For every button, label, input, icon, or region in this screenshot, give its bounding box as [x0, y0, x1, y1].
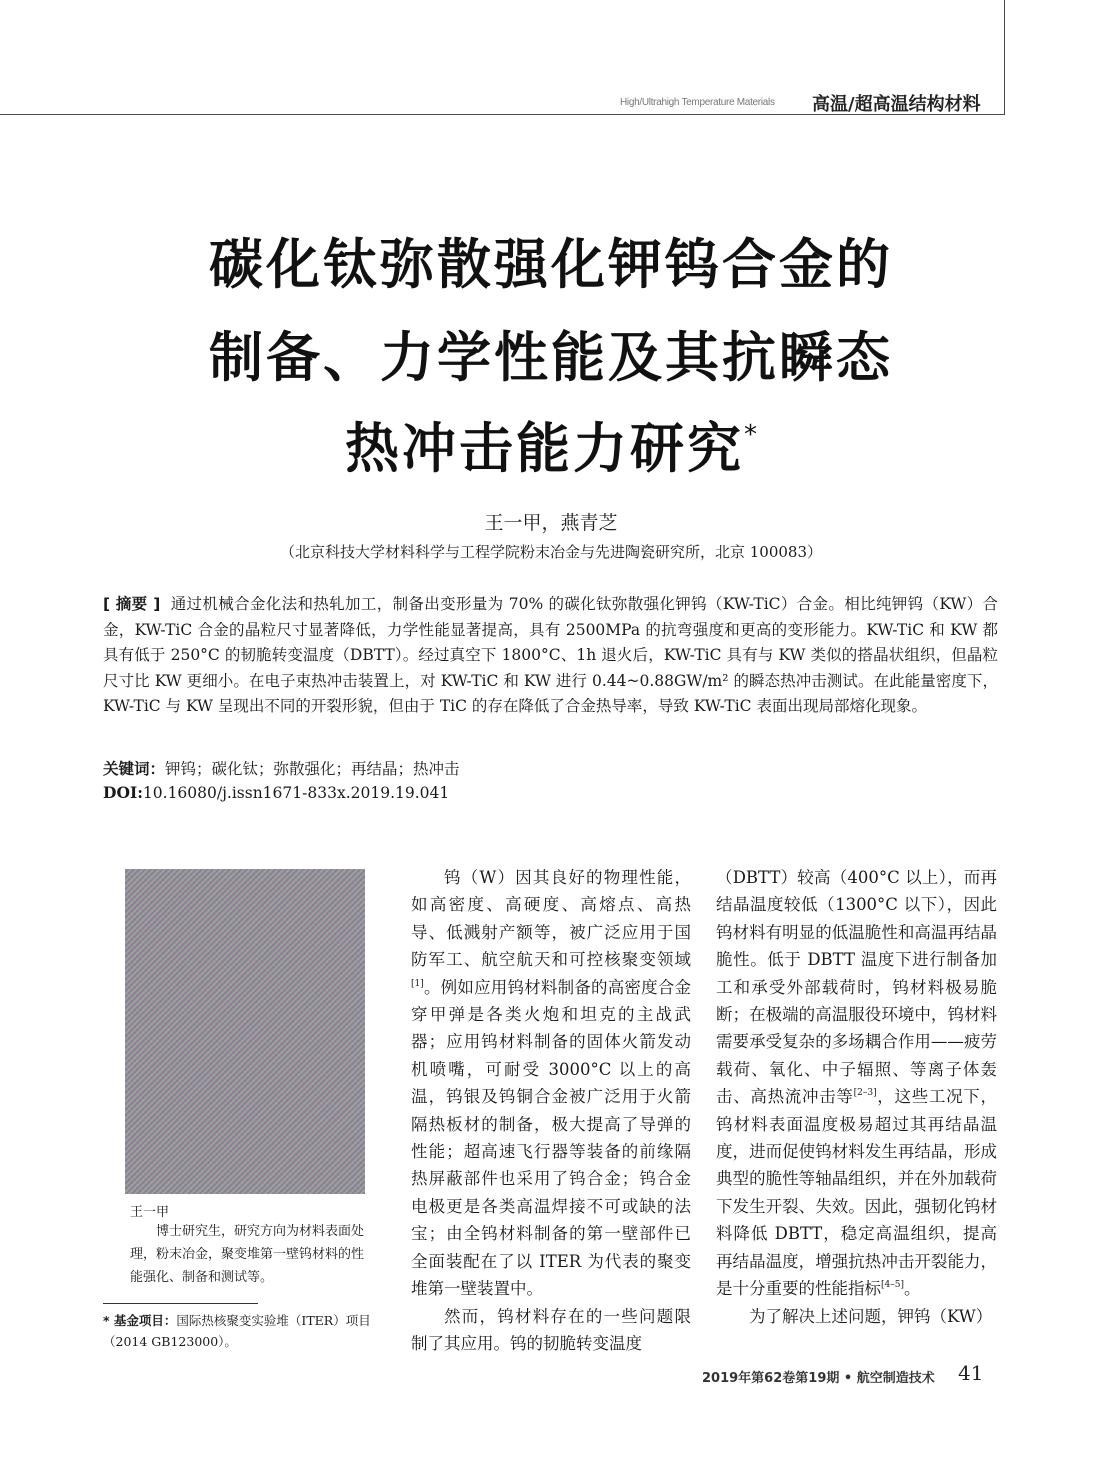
citation: [4–5] [881, 1280, 904, 1291]
body-paragraph [411, 1303, 691, 1358]
fund-label: * 基金项目： [103, 1313, 177, 1328]
body-text: 然而，钨材料存在的一些问题限制了其应用。钨的韧脆转变温度 [411, 1306, 691, 1353]
body-text: 为了解决上述问题，钾钨（KW） [749, 1306, 993, 1326]
doi-text: 10.16080/j.issn1671-833x.2019.19.041 [142, 784, 450, 802]
abstract-label: [ 摘要 ] [103, 595, 161, 613]
bio-text: 博士研究生，研究方向为材料表面处理，粉末冶金，聚变堆第一壁钨材料的性能强化、制备和测试等。 [130, 1224, 365, 1285]
abstract-text: 通过机械合金化法和热轧加工，制备出变形量为 70% 的碳化钛弥散强化钾钨（KW-TiC）合金。相比纯钾钨（KW）合金，KW-TiC 合金的晶粒尺寸显著降低，力学性能显著提高，具有 2500MPa 的抗弯强度和更高的变形能力。KW-TiC 和 KW 都具有低于 250°C 的韧脆转变温度（DBTT）。经过真空下 1800°C、1h 退火后，KW-TiC 具有与 KW 类似的搭晶状组织，但晶粒尺寸比 KW 更细小。在电子束热冲击装置上，对 KW-TiC 和 KW 进行 0.44~0.88GW/m² 的瞬态热冲击测试。在此能量密度下，KW-TiC 与 KW 呈现出不同的开裂形貌，但由于 TiC 的存在降低了合金热导率，导致 KW-TiC 表面出现局部熔化现象。 [103, 595, 998, 715]
body-paragraph [411, 864, 691, 1303]
body-column-2 [411, 864, 691, 1357]
title-line-3 [0, 406, 1102, 483]
header-english: High/Ultrahigh Temperature Materials [620, 97, 775, 108]
citation: [2–3] [853, 1088, 877, 1099]
body-paragraph [716, 864, 997, 1303]
keywords-label: 关键词： [103, 760, 166, 778]
authors: 王一甲，燕青芝 [484, 512, 618, 534]
page-number: 41 [958, 1361, 984, 1385]
keywords-text: 钾钨；碳化钛；弥散强化；再结晶；热冲击 [165, 760, 460, 778]
body-column-3 [716, 864, 997, 1330]
body-paragraph [716, 1303, 997, 1330]
body-text: 。 [903, 1279, 921, 1299]
bio-name: 王一甲 [130, 1205, 170, 1220]
footnote-rule [103, 1303, 258, 1304]
header-section: 高温/超高温结构材料 [812, 94, 981, 115]
abstract [103, 592, 998, 720]
body-text: 。例如应用钨材料制备的高密度合金穿甲弹是各类火炮和坦克的主战武器；应用钨材料制备的固体火箭发动机喷嘴，可耐受 3000°C 以上的高温，钨银及钨铜合金被广泛用于火箭隔热板材的制备，极大提高了导弹的性能；超高速飞行器等装备的前缘隔热屏蔽部件也采用了钨合金；钨合金电极更是各类高温焊接不可或缺的法宝；由全钨材料制备的第一壁部件已全面装配在了以 ITER 为代表的聚变堆第一壁装置中。 [411, 977, 691, 1299]
title-footnote-mark: * [744, 420, 757, 450]
footer-journal: 2019年第62卷第19期 • 航空制造技术 [702, 1371, 935, 1386]
doi [103, 783, 449, 802]
fund-text: 国际热核聚变实验堆（ITER）项目（2014 GB123000）。 [103, 1313, 371, 1349]
body-text: 钨（W）因其良好的物理性能，如高密度、高硬度、高熔点、高热导、低溅射产额等，被广泛应用于国防军工、航空航天和可控核聚变领域 [411, 868, 691, 970]
header-vertical-rule [1004, 0, 1005, 115]
title-line-2: 制备、力学性能及其抗瞬态 [209, 326, 893, 389]
keywords [103, 757, 460, 779]
affiliation: （北京科技大学材料科学与工程学院粉末冶金与先进陶瓷研究所，北京 100083） [279, 543, 823, 561]
doi-label: DOI: [103, 783, 143, 802]
body-text: ，这些工况下，钨材料表面温度极易超过其再结晶温度，进而促使钨材料发生再结晶，形成典型的脆性等轴晶组织，并在外加载荷下发生开裂、失效。因此，强韧化钨材料降低 DBTT，稳定高温组织，提高再结晶温度，增强抗热冲击开裂能力，是十分重要的性能指标 [716, 1087, 998, 1299]
title-line-3-text: 热冲击能力研究 [345, 417, 744, 480]
title-line-1: 碳化钛弥散强化钾钨合金的 [209, 233, 893, 296]
fund-footnote [103, 1310, 393, 1352]
citation: [1] [411, 978, 424, 989]
author-photo [125, 869, 365, 1194]
body-text: （DBTT）较高（400°C 以上），而再结晶温度较低（1300°C 以下），因此钨材料有明显的低温脆性和高温再结晶脆性。低于 DBTT 温度下进行制备加工和承受外部载荷时，钨材料极易脆断；在极端的高温服役环境中，钨材料需要承受复杂的多场耦合作用——疲劳载荷、氧化、中子辐照、等离子体轰击、高热流冲击等 [716, 868, 997, 1107]
